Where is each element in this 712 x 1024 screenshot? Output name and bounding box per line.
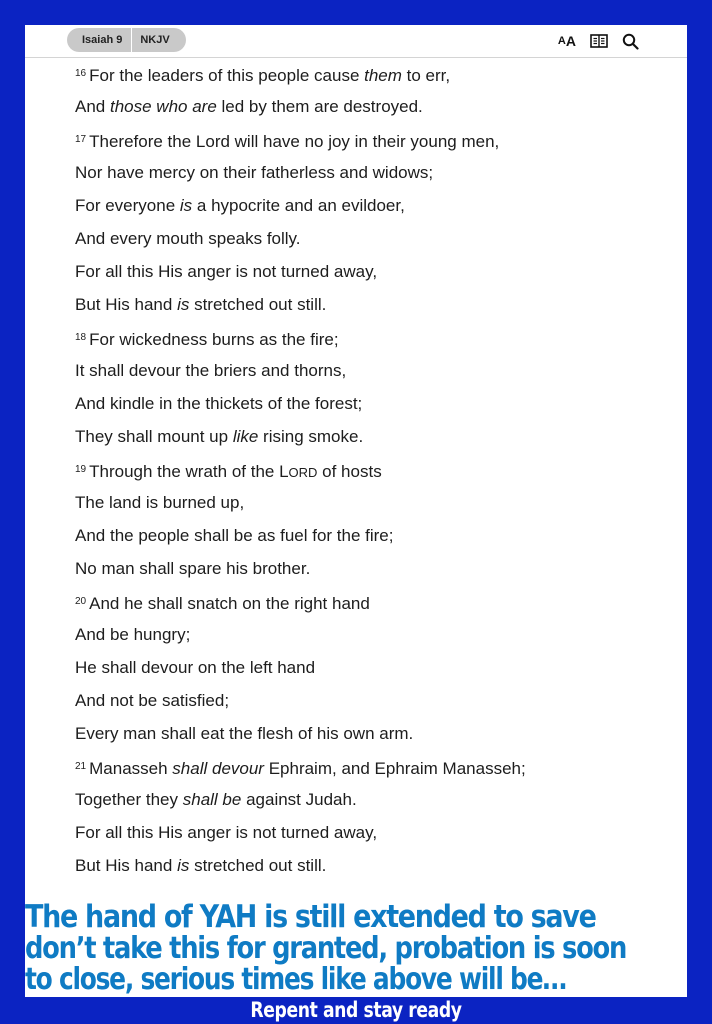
verse-text: And the people shall be as fuel for the fire; [75, 526, 394, 545]
verse-number: 20 [75, 596, 87, 607]
verse-text: And not be satisfied; [75, 691, 230, 710]
verse-text: rising smoke. [258, 427, 364, 446]
verse-text: led by them are destroyed. [216, 97, 423, 116]
verse-number: 18 [75, 332, 87, 343]
verse-number: 19 [75, 464, 87, 475]
overlay-line-3: to close, serious times like above will be… [25, 962, 566, 997]
verse-text: of hosts [317, 462, 382, 481]
italic-text: shall devour [172, 759, 264, 778]
verse-number: 17 [75, 134, 87, 145]
verse-text: stretched out still. [189, 295, 327, 314]
verse-line [75, 57, 675, 90]
verse-line [75, 585, 675, 618]
verse-text: For wickedness burns as the fire; [89, 330, 339, 349]
verse-text: stretched out still. [189, 856, 327, 875]
verse-text: Manasseh [89, 759, 173, 778]
verse-text: And [75, 97, 110, 116]
book-reader-icon[interactable] [590, 31, 608, 51]
verse-text: The land is burned up, [75, 493, 245, 512]
verse-text: For all this His anger is not turned away, [75, 262, 378, 281]
verse-line [75, 354, 675, 387]
verse-text: Therefore the Lord will have no joy in their young men, [89, 132, 500, 151]
verse-number: 21 [75, 761, 87, 772]
verse-text: Together they [75, 790, 183, 809]
verse-line [75, 750, 675, 783]
verse-line [75, 816, 675, 849]
scripture-text [75, 57, 675, 882]
italic-text: is [179, 196, 193, 215]
verse-line [75, 222, 675, 255]
verse-text: And be hungry; [75, 625, 191, 644]
italic-text: shall be [182, 790, 242, 809]
verse-text: And every mouth speaks folly. [75, 229, 301, 248]
verse-text: to err, [401, 66, 451, 85]
version-button[interactable]: NKJV [140, 34, 170, 46]
reader-toolbar [25, 25, 687, 58]
footer-caption: Repent and stay ready [250, 998, 462, 1022]
verse-text: For everyone [75, 196, 180, 215]
toolbar-actions [558, 31, 639, 51]
search-icon[interactable] [622, 31, 639, 51]
verse-text: For all this His anger is not turned away, [75, 823, 378, 842]
verse-line [75, 618, 675, 651]
overlay-line-2: don’t take this for granted, probation is soon [25, 931, 627, 966]
overlay-message [25, 900, 687, 996]
overlay-line-1: The hand of YAH is still extended to save [25, 899, 596, 935]
verse-text: Ephraim, and Ephraim Manasseh; [263, 759, 526, 778]
verse-text: But His hand [75, 295, 178, 314]
verse-text: And he shall snatch on the right hand [89, 594, 370, 613]
italic-text: them [364, 66, 402, 85]
passage-selector [67, 28, 186, 52]
verse-line [75, 651, 675, 684]
italic-text: like [232, 427, 259, 446]
verse-text: No man shall spare his brother. [75, 559, 311, 578]
verse-line [75, 255, 675, 288]
verse-text: He shall devour on the left hand [75, 658, 316, 677]
verse-line [75, 783, 675, 816]
verse-line [75, 552, 675, 585]
verse-text: They shall mount up [75, 427, 233, 446]
verse-line [75, 387, 675, 420]
italic-text: those who are [109, 97, 217, 116]
verse-text: And kindle in the thickets of the forest; [75, 394, 363, 413]
verse-text: Through the wrath of the [89, 462, 280, 481]
verse-line [75, 717, 675, 750]
verse-line [75, 123, 675, 156]
verse-text: But His hand [75, 856, 178, 875]
italic-text: is [177, 295, 190, 314]
verse-text: Nor have mercy on their fatherless and widows; [75, 163, 434, 182]
verse-line [75, 684, 675, 717]
verse-text: Every man shall eat the flesh of his own arm. [75, 724, 414, 743]
verse-line [75, 189, 675, 222]
verse-line [75, 519, 675, 552]
verse-text: It shall devour the briers and thorns, [75, 361, 347, 380]
verse-line [75, 453, 675, 486]
verse-line [75, 321, 675, 354]
verse-text: L [279, 462, 289, 481]
verse-line [75, 90, 675, 123]
verse-text: against Judah. [241, 790, 357, 809]
verse-line [75, 288, 675, 321]
verse-text: ORD [288, 465, 318, 480]
verse-text: For the leaders of this people cause [89, 66, 365, 85]
verse-number: 16 [75, 68, 87, 79]
verse-line [75, 486, 675, 519]
italic-text: is [177, 856, 190, 875]
verse-line [75, 420, 675, 453]
verse-line [75, 849, 675, 882]
text-size-icon[interactable]: A A [557, 33, 576, 49]
verse-text: a hypocrite and an evildoer, [192, 196, 405, 215]
bible-reader-page [25, 25, 687, 997]
book-chapter-button[interactable]: Isaiah 9 [67, 28, 132, 52]
verse-line [75, 156, 675, 189]
